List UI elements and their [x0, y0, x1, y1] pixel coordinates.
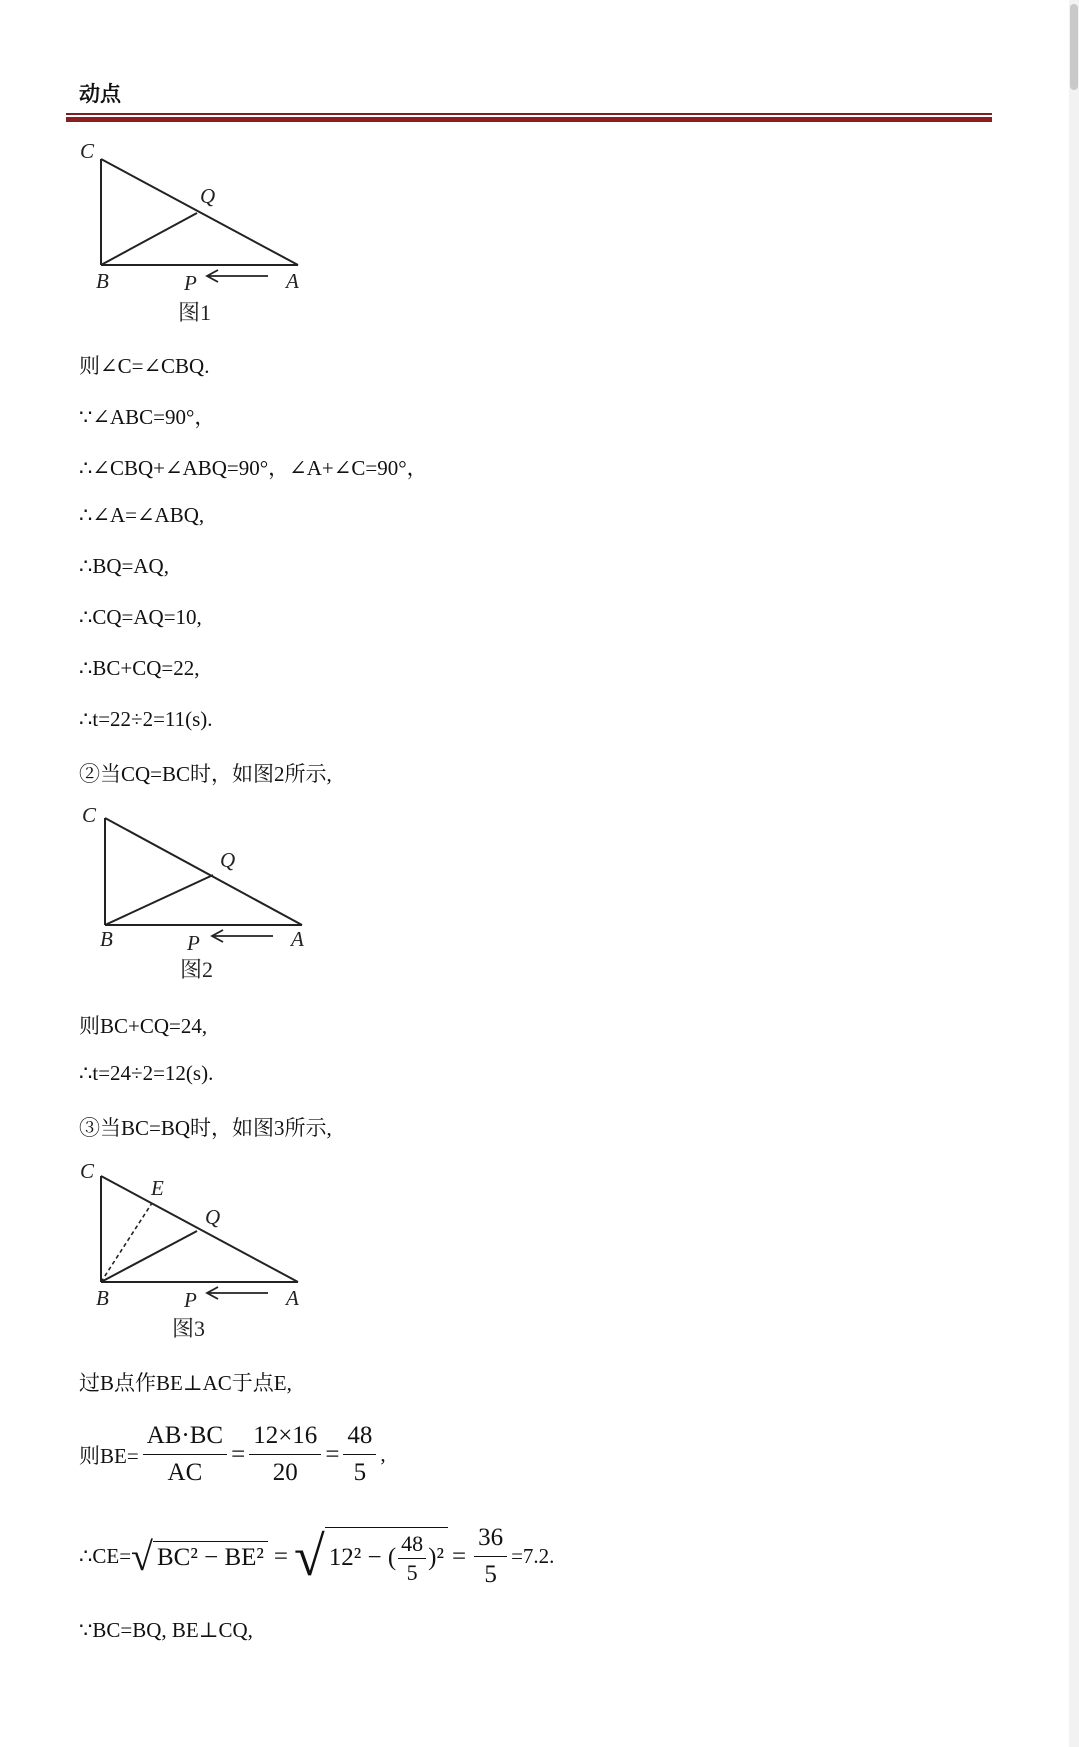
radicand: 12² − ( $\frac{48}{5}$ )²	[325, 1527, 448, 1587]
numerator: 48	[343, 1420, 376, 1455]
square-root: √ BC² − BE²	[131, 1537, 268, 1577]
text-line: ∴BQ=AQ,	[79, 554, 169, 578]
figure-2	[72, 800, 312, 994]
numerator: 48	[398, 1530, 426, 1559]
square-root: √ 12² − ( $\frac{48}{5}$ )²	[294, 1527, 448, 1587]
denominator: 20	[272, 1459, 298, 1486]
text-line: ∴BC+CQ=22,	[79, 656, 200, 680]
label-a: A	[286, 269, 299, 293]
text-line: ∴∠A=∠ABQ,	[79, 503, 205, 527]
figure-3	[72, 1155, 312, 1349]
formula-ce	[79, 1522, 554, 1591]
numerator: AB·BC	[143, 1420, 227, 1455]
formula-prefix: 则BE=	[79, 1443, 139, 1468]
label-b: B	[100, 927, 113, 951]
text-line: ∴t=22÷2=11(s).	[79, 707, 213, 731]
figure-3-diagram	[72, 1155, 312, 1345]
label-p: P	[184, 271, 197, 295]
text-line: ②当CQ=BC时，如图2所示,	[79, 762, 332, 786]
equals-sign: =	[325, 1440, 340, 1468]
text-line: 则BC+CQ=24,	[79, 1014, 208, 1038]
label-b: B	[96, 269, 109, 293]
denominator: 5	[484, 1561, 497, 1588]
numerator: 12×16	[249, 1420, 321, 1455]
label-a: A	[286, 1286, 299, 1310]
label-c: C	[82, 803, 97, 827]
label-p: P	[187, 931, 200, 955]
denominator: 5	[406, 1559, 418, 1585]
text-line: ∵∠ABC=90°，	[79, 405, 216, 429]
formula-suffix: ,	[380, 1442, 386, 1466]
scrollbar[interactable]	[1069, 0, 1079, 1747]
formula-be	[79, 1420, 386, 1489]
equals-sign: =	[451, 1542, 467, 1570]
text-line: 则∠C=∠CBQ.	[79, 354, 210, 378]
text-line: ∵BC=BQ, BE⊥CQ,	[79, 1618, 253, 1642]
figure-2-diagram	[72, 800, 312, 990]
fraction	[249, 1420, 321, 1489]
figure-1-diagram	[72, 140, 312, 340]
denominator: 5	[353, 1459, 367, 1486]
numerator: 36	[474, 1522, 507, 1557]
text-line: ∴∠CBQ+∠ABQ=90°，∠A+∠C=90°，	[79, 456, 428, 480]
page-header-title: 动点	[79, 82, 121, 106]
label-a: A	[291, 927, 304, 951]
formula-prefix: ∴CE=	[79, 1544, 132, 1568]
figure-caption: 图1	[178, 300, 212, 325]
text-line: ③当BC=BQ时，如图3所示,	[79, 1116, 332, 1140]
header-divider	[66, 113, 992, 123]
text-line: ∴t=24÷2=12(s).	[79, 1061, 214, 1085]
radicand: BC² − BE²	[153, 1541, 268, 1572]
equals-sign: =	[231, 1440, 246, 1468]
label-c: C	[80, 139, 95, 163]
text-line: 过B点作BE⊥AC于点E,	[79, 1371, 292, 1395]
figure-caption: 图3	[172, 1316, 206, 1341]
figure-caption: 图2	[180, 957, 214, 982]
fraction	[343, 1420, 376, 1489]
label-q: Q	[220, 848, 236, 872]
figure-1	[72, 140, 312, 344]
label-q: Q	[205, 1205, 221, 1229]
text-line: ∴CQ=AQ=10,	[79, 605, 202, 629]
label-p: P	[184, 1288, 197, 1312]
label-b: B	[96, 1286, 109, 1310]
formula-suffix: =7.2.	[511, 1544, 555, 1568]
label-e: E	[151, 1176, 164, 1200]
denominator: AC	[167, 1459, 203, 1486]
fraction	[474, 1522, 507, 1591]
label-q: Q	[200, 184, 216, 208]
label-c: C	[80, 1159, 95, 1183]
equals-sign: =	[273, 1542, 288, 1570]
fraction	[143, 1420, 227, 1489]
scrollbar-thumb[interactable]	[1070, 4, 1078, 90]
